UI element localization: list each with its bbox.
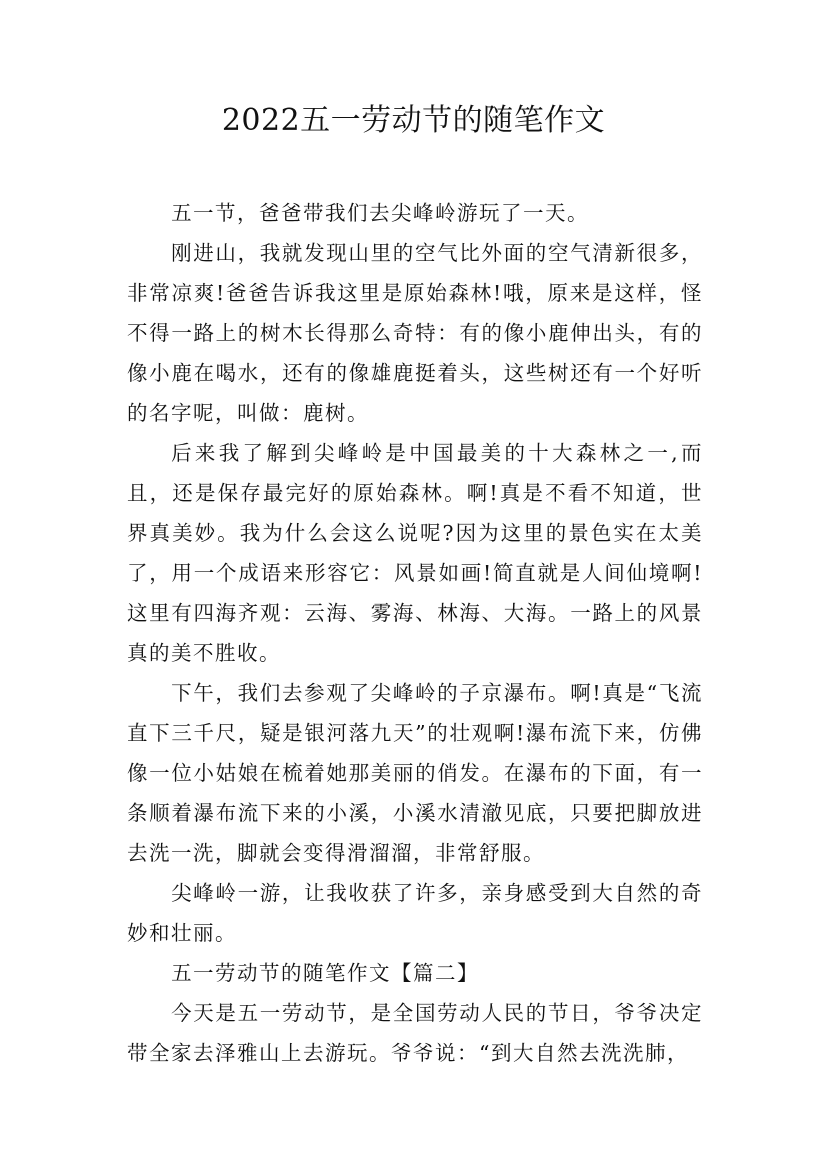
paragraph-4: 下午，我们去参观了尖峰岭的子京瀑布。啊!真是“飞流直下三千尺，疑是银河落九天”的壮观啊!瀑布流下来，仿佛像一位小姑娘在梳着她那美丽的俏发。在瀑布的下面，有一条顺着瀑布流下来的小溪，小溪水清澈见底，只要把脚放进去洗一洗，脚就会变得滑溜溜，非常舒服。: [127, 681, 703, 865]
paragraph-6: 今天是五一劳动节，是全国劳动人民的节日，爷爷决定带全家去泽雅山上去游玩。爷爷说：“到大自然去洗洗肺，: [127, 1001, 703, 1065]
document-body: [127, 193, 703, 1073]
paragraph-3: 后来我了解到尖峰岭是中国最美的十大森林之一,而且，还是保存最完好的原始森林。啊!真是不看不知道，世界真美妙。我为什么会这么说呢?因为这里的景色实在太美了，用一个成语来形容它：风景如画!简直就是人间仙境啊!这里有四海齐观：云海、雾海、林海、大海。一路上的风景真的美不胜收。: [127, 441, 703, 665]
document-title: 2022五一劳动节的随笔作文: [221, 103, 606, 138]
section-heading-part-two: 五一劳动节的随笔作文【篇二】: [171, 961, 480, 985]
paragraph-1: 五一节，爸爸带我们去尖峰岭游玩了一天。: [171, 201, 590, 225]
paragraph-5: 尖峰岭一游，让我收获了许多，亲身感受到大自然的奇妙和壮丽。: [127, 881, 703, 945]
paragraph-2: 刚进山，我就发现山里的空气比外面的空气清新很多，非常凉爽!爸爸告诉我这里是原始森林!哦，原来是这样，怪不得一路上的树木长得那么奇特：有的像小鹿伸出头，有的像小鹿在喝水，还有的像雄鹿挺着头，这些树还有一个好听的名字呢，叫做：鹿树。: [127, 241, 703, 425]
